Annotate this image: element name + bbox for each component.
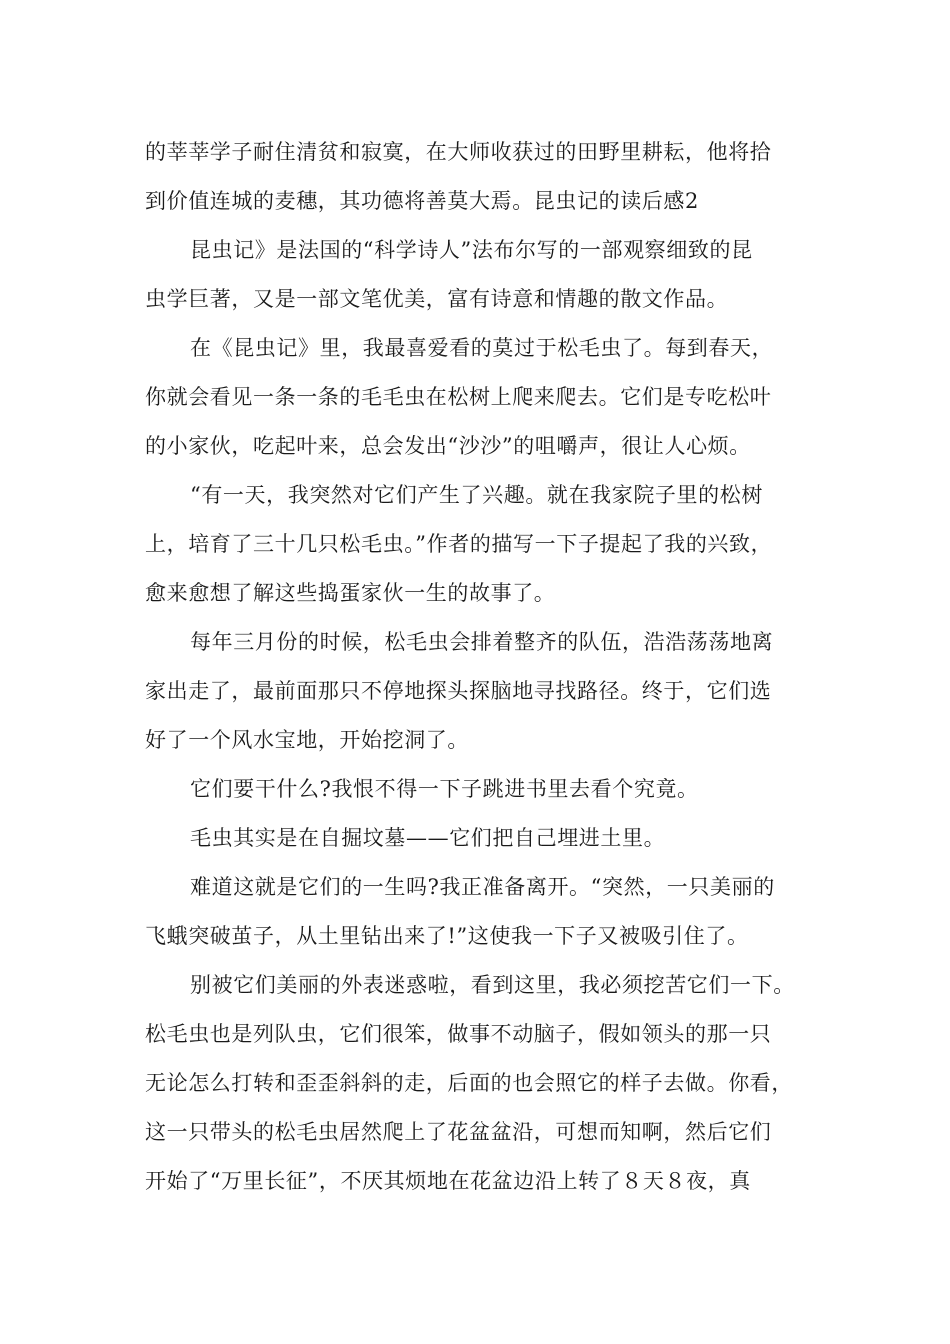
text-line: 的小家伙，吃起叶来，总会发出“沙沙”的咀嚼声，很让人心烦。 [145,434,751,458]
text-line: 无论怎么打转和歪歪斜斜的走，后面的也会照它的样子去做。你看， [145,1071,793,1095]
text-line: 松毛虫也是列队虫，它们很笨，做事不动脑子，假如领头的那一只 [145,1022,772,1046]
paragraph-start-line: 它们要干什么?我恨不得一下子跳进书里去看个究竟。 [190,777,699,801]
text-line: 的莘莘学子耐住清贫和寂寞，在大师收获过的田野里耕耘，他将拾 [145,140,772,164]
paragraph-start-line: 毛虫其实是在自掘坟墓——它们把自己埋进土里。 [190,826,666,850]
paragraph-start-line: 每年三月份的时候，松毛虫会排着整齐的队伍，浩浩荡荡地离 [190,630,774,654]
text-line: 飞蛾突破茧子，从土里钻出来了!”这使我一下子又被吸引住了。 [145,924,749,948]
paragraph-start-line: 在《昆虫记》里，我最喜爱看的莫过于松毛虫了。每到春天， [190,336,774,360]
text-line: 这一只带头的松毛虫居然爬上了花盆盆沿，可想而知啊，然后它们 [145,1120,772,1144]
text-line: 愈来愈想了解这些捣蛋家伙一生的故事了。 [145,581,556,605]
paragraph-start-line: “有一天，我突然对它们产生了兴趣。就在我家院子里的松树 [190,483,763,507]
paragraph-start-line: 难道这就是它们的一生吗?我正准备离开。“突然，一只美丽的 [190,875,775,899]
paragraph-start-line: 昆虫记》是法国的“科学诗人”法布尔写的一部观察细致的昆 [190,238,753,262]
text-line: 好了一个风水宝地，开始挖洞了。 [145,728,469,752]
text-line: 家出走了，最前面那只不停地探头探脑地寻找路径。终于，它们选 [145,679,772,703]
text-line: 到价值连城的麦穗，其功德将善莫大焉。昆虫记的读后感2 [145,189,699,213]
text-line: 开始了“万里长征”，不厌其烦地在花盆边沿上转了８天８夜，真 [145,1169,751,1193]
text-line: 你就会看见一条一条的毛毛虫在松树上爬来爬去。它们是专吃松叶 [145,385,772,409]
paragraph-start-line: 别被它们美丽的外表迷惑啦，看到这里，我必须挖苦它们一下。 [190,973,795,997]
text-line: 虫学巨著，又是一部文笔优美，富有诗意和情趣的散文作品。 [145,287,729,311]
text-line: 上，培育了三十几只松毛虫。”作者的描写一下子提起了我的兴致， [145,532,773,556]
